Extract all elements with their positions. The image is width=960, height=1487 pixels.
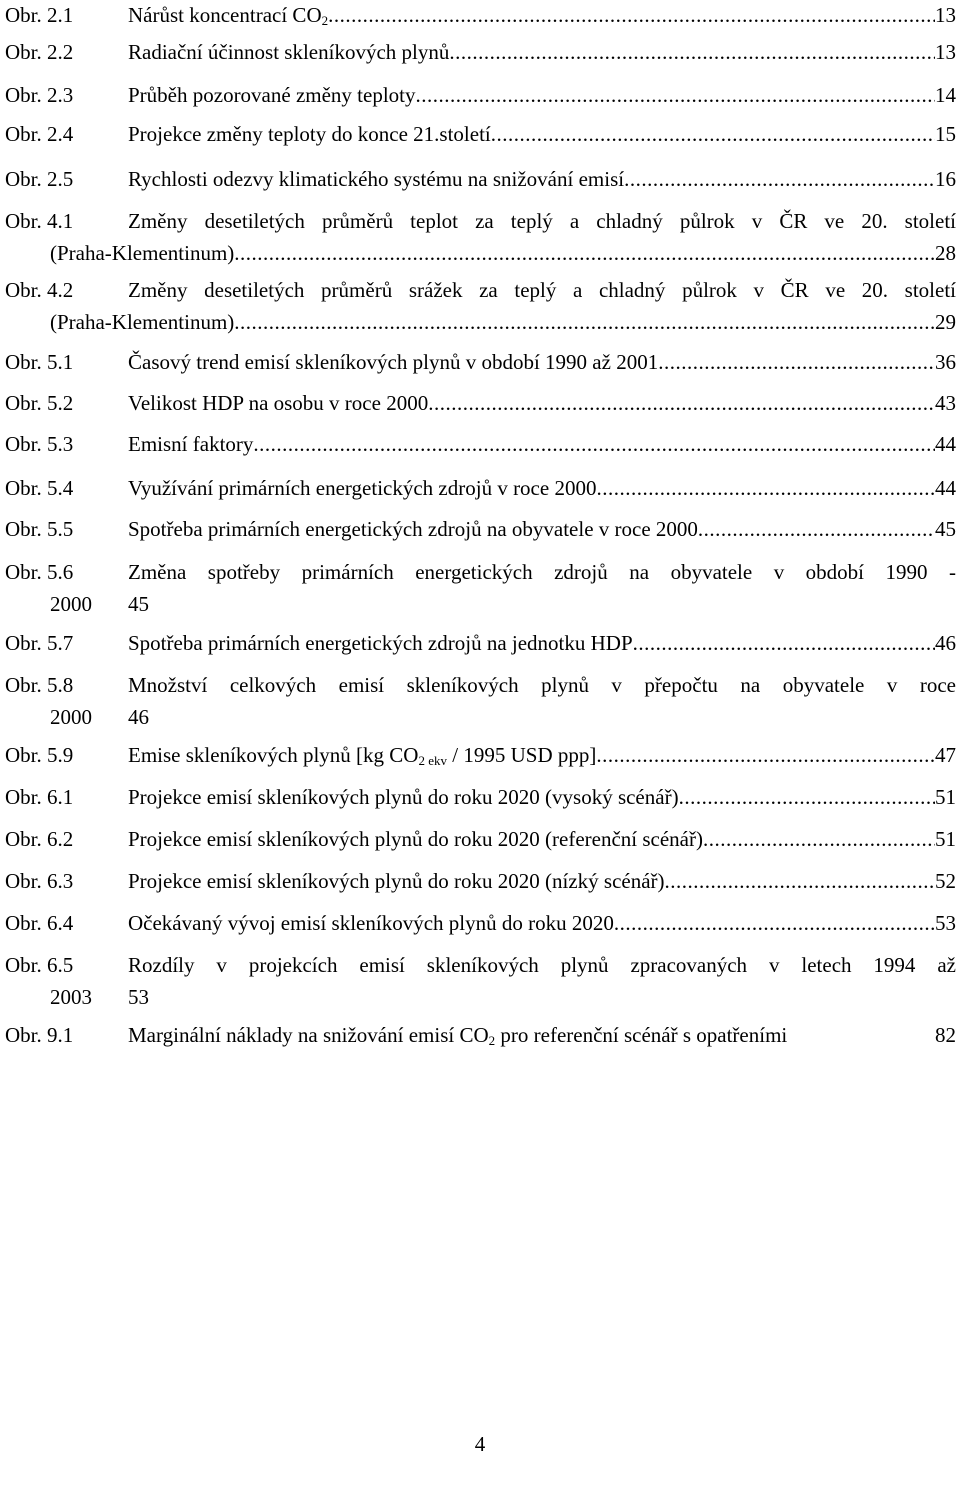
figure-label: Obr. 2.5 xyxy=(5,167,74,191)
figure-title: Změny desetiletých průměrů teplot za teplý a chladný půlrok v ČR ve 20. století xyxy=(128,209,956,233)
page-ref[interactable]: 82 xyxy=(935,1023,956,1047)
figure-title-year: 2000 xyxy=(50,705,92,729)
figure-title-year: 2003 xyxy=(50,985,92,1009)
figure-title: Očekávaný vývoj emisí skleníkových plynů do roku 2020 xyxy=(128,911,614,935)
figure-label: Obr. 5.7 xyxy=(5,631,74,655)
figure-label: Obr. 2.4 xyxy=(5,122,74,146)
page-ref[interactable]: 13 xyxy=(935,3,956,27)
figure-label: Obr. 5.2 xyxy=(5,391,74,415)
figure-title: Množství celkových emisí skleníkových plynů v přepočtu na obyvatele v roce xyxy=(128,673,956,697)
figure-title: Velikost HDP na osobu v roce 2000 xyxy=(128,391,429,415)
figure-label: Obr. 4.2 xyxy=(5,278,74,302)
figure-title: Projekce změny teploty do konce 21.století xyxy=(128,122,491,146)
figure-title-continued: (Praha-Klementinum) xyxy=(50,241,235,265)
page-ref[interactable]: 51 xyxy=(935,785,956,809)
leader-dots xyxy=(234,239,935,267)
leader-dots xyxy=(416,81,936,109)
leader-dots xyxy=(234,308,935,336)
leader-dots xyxy=(698,515,935,543)
leader-dots xyxy=(328,1,935,29)
figure-label: Obr. 5.5 xyxy=(5,517,74,541)
figure-label: Obr. 5.8 xyxy=(5,673,74,697)
page-ref[interactable]: 14 xyxy=(935,83,956,107)
page-ref[interactable]: 13 xyxy=(935,40,956,64)
figure-title: Rychlosti odezvy klimatického systému na snižování emisí xyxy=(128,167,625,191)
page-ref[interactable]: 53 xyxy=(128,985,149,1009)
figure-title: Marginální náklady na snižování emisí $CO_2$ pro referenční scénář s opatřeními xyxy=(128,1023,788,1048)
leader-dots xyxy=(614,909,935,937)
page-ref[interactable]: 45 xyxy=(128,592,149,616)
figure-title: Změna spotřeby primárních energetických zdrojů na obyvatele v období 1990 - xyxy=(128,560,956,584)
page-ref[interactable]: 16 xyxy=(935,167,956,191)
leader-dots xyxy=(624,165,935,193)
page-ref[interactable]: 46 xyxy=(128,705,149,729)
figure-label: Obr. 6.1 xyxy=(5,785,74,809)
leader-dots xyxy=(665,867,935,895)
leader-dots xyxy=(596,474,935,502)
figure-title: Nárůst koncentrací $CO_2$ xyxy=(128,3,329,28)
figure-title: Využívání primárních energetických zdrojů v roce 2000 xyxy=(128,476,597,500)
leader-dots xyxy=(449,38,935,66)
figure-title-year: 2000 xyxy=(50,592,92,616)
figure-title: Projekce emisí skleníkových plynů do roku 2020 (vysoký scénář) xyxy=(128,785,679,809)
figure-title: Časový trend emisí skleníkových plynů v období 1990 až 2001 xyxy=(128,350,659,374)
figure-title: Spotřeba primárních energetických zdrojů na obyvatele v roce 2000 xyxy=(128,517,698,541)
leader-dots xyxy=(428,389,935,417)
figure-title: Průběh pozorované změny teploty xyxy=(128,83,416,107)
figure-title: Radiační účinnost skleníkových plynů xyxy=(128,40,450,64)
figure-title: Projekce emisí skleníkových plynů do roku 2020 (nízký scénář) xyxy=(128,869,665,893)
figure-title: Emisní faktory xyxy=(128,432,254,456)
figure-label: Obr. 6.4 xyxy=(5,911,74,935)
page-ref[interactable]: 53 xyxy=(935,911,956,935)
figure-title-continued: (Praha-Klementinum) xyxy=(50,310,235,334)
leader-dots xyxy=(633,629,935,657)
figure-label: Obr. 6.5 xyxy=(5,953,74,977)
page-ref[interactable]: 36 xyxy=(935,350,956,374)
page-ref[interactable]: 29 xyxy=(935,310,956,334)
figure-label: Obr. 5.4 xyxy=(5,476,74,500)
figure-label: Obr. 5.6 xyxy=(5,560,74,584)
leader-dots xyxy=(253,430,935,458)
figure-label: Obr. 2.1 xyxy=(5,3,74,27)
page-number: 4 xyxy=(474,1432,486,1456)
figure-label: Obr. 2.2 xyxy=(5,40,74,64)
figure-label: Obr. 9.1 xyxy=(5,1023,74,1047)
figure-label: Obr. 5.3 xyxy=(5,432,74,456)
leader-dots xyxy=(658,348,935,376)
figure-label: Obr. 6.3 xyxy=(5,869,74,893)
leader-dots xyxy=(679,783,935,811)
figure-title: Projekce emisí skleníkových plynů do roku 2020 (referenční scénář) xyxy=(128,827,703,851)
page-ref[interactable]: 43 xyxy=(935,391,956,415)
page-ref[interactable]: 47 xyxy=(935,743,956,767)
figure-label: Obr. 5.1 xyxy=(5,350,74,374)
figure-label: Obr. 2.3 xyxy=(5,83,74,107)
leader-dots xyxy=(596,741,935,769)
page-ref[interactable]: 44 xyxy=(935,432,956,456)
figure-label: Obr. 6.2 xyxy=(5,827,74,851)
page-ref[interactable]: 44 xyxy=(935,476,956,500)
page-ref[interactable]: 52 xyxy=(935,869,956,893)
figure-label: Obr. 4.1 xyxy=(5,209,74,233)
figure-title: Rozdíly v projekcích emisí skleníkových plynů zpracovaných v letech 1994 až xyxy=(128,953,956,977)
page-ref[interactable]: 28 xyxy=(935,241,956,265)
leader-dots xyxy=(491,120,935,148)
page-ref[interactable]: 15 xyxy=(935,122,956,146)
figure-title: Spotřeba primárních energetických zdrojů na jednotku HDP xyxy=(128,631,633,655)
figure-label: Obr. 5.9 xyxy=(5,743,74,767)
figure-title: Změny desetiletých průměrů srážek za teplý a chladný půlrok v ČR ve 20. století xyxy=(128,278,956,302)
page-ref[interactable]: 45 xyxy=(935,517,956,541)
figure-title: Emise skleníkových plynů [kg $CO_{2 ekv} / 1995$ USD ppp] xyxy=(128,743,597,768)
leader-dots xyxy=(703,825,935,853)
page-ref[interactable]: 46 xyxy=(935,631,956,655)
page-ref[interactable]: 51 xyxy=(935,827,956,851)
